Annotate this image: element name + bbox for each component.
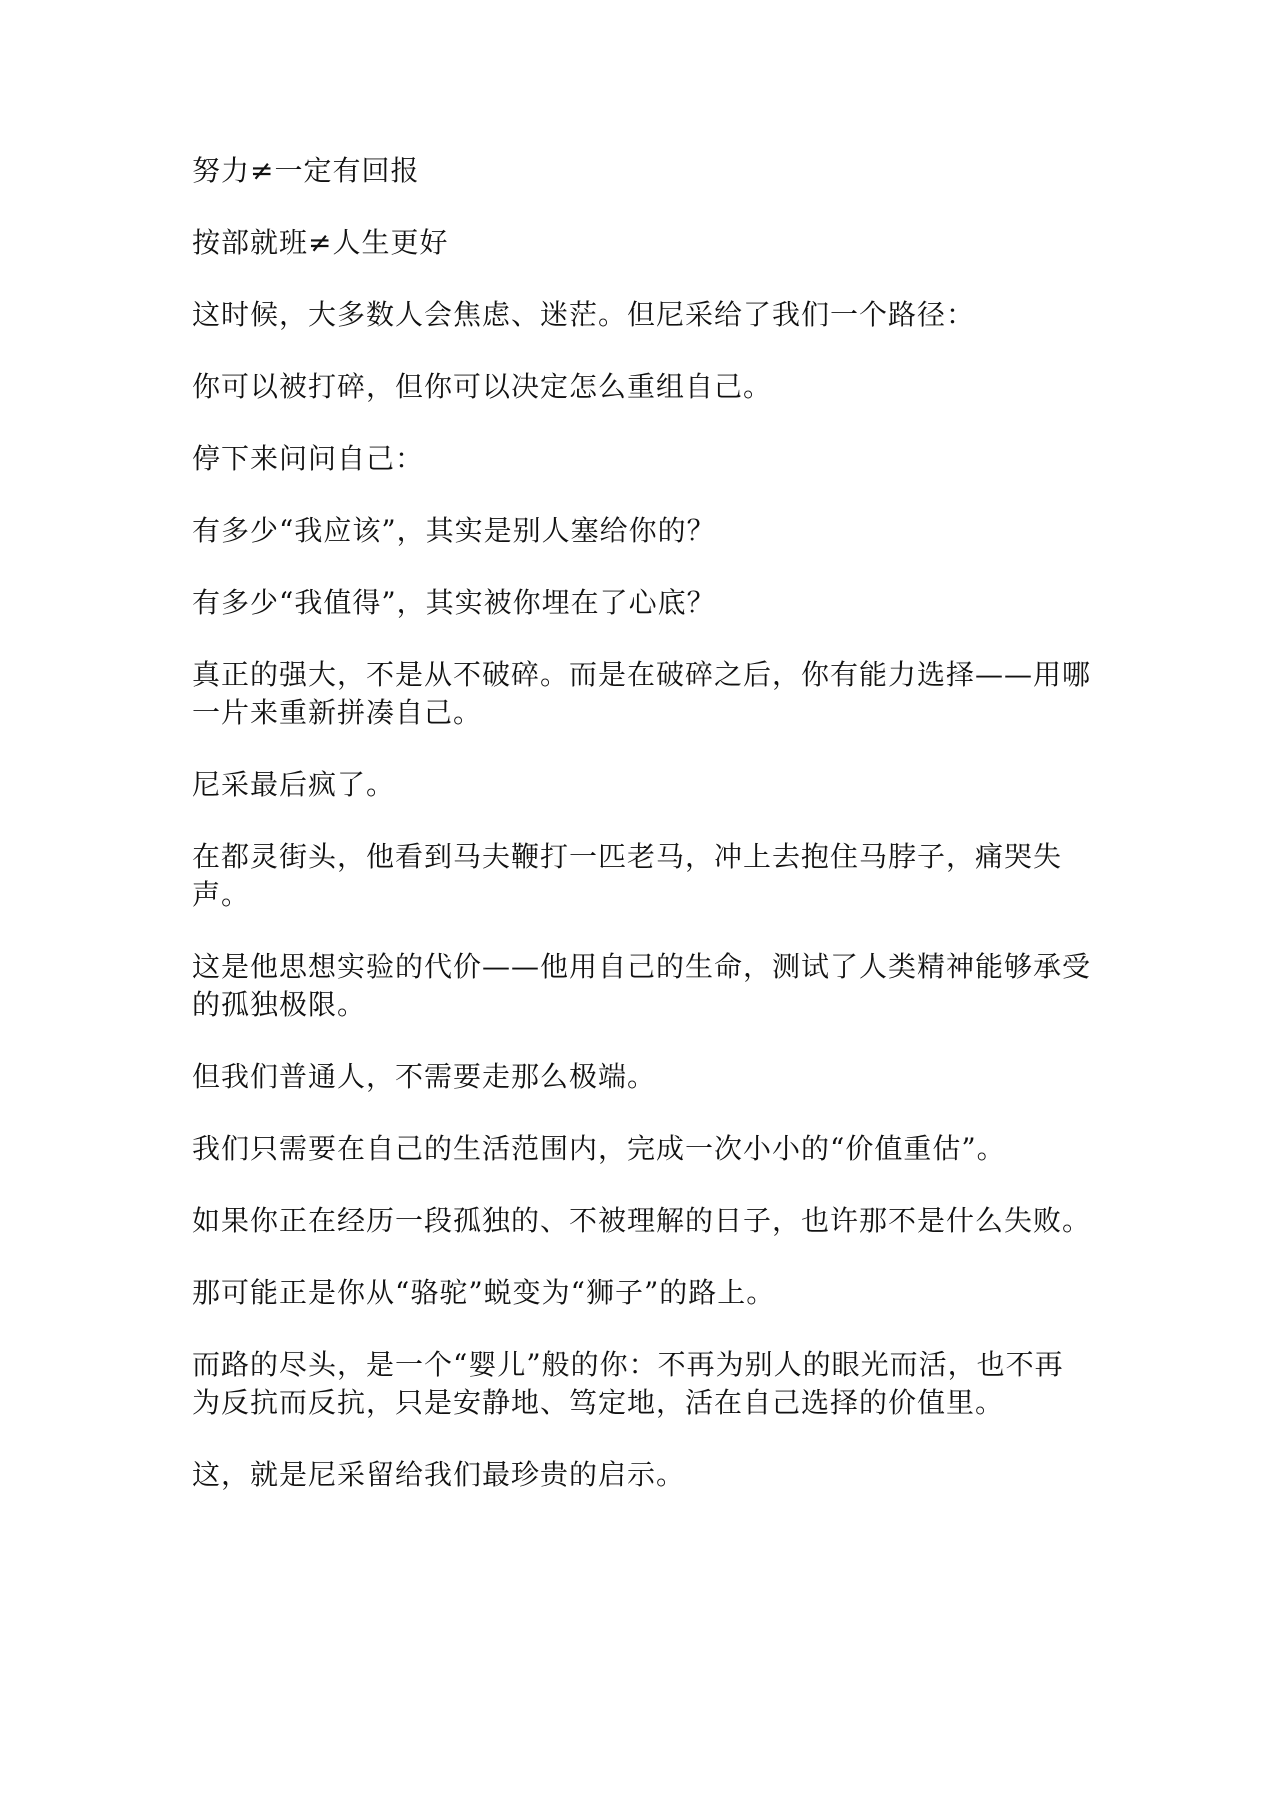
paragraph: 这是他思想实验的代价——他用自己的生命，测试了人类精神能够承受的孤独极限。 [192, 950, 1092, 1021]
paragraph: 在都灵街头，他看到马夫鞭打一匹老马，冲上去抱住马脖子，痛哭失声。 [192, 840, 1063, 911]
paragraph: 这，就是尼采留给我们最珍贵的启示。 [192, 1458, 686, 1491]
document-page [192, 152, 1092, 1528]
paragraph: 真正的强大，不是从不破碎。而是在破碎之后，你有能力选择——用哪一片来重新拼凑自己。 [192, 658, 1092, 729]
paragraph: 这时候，大多数人会焦虑、迷茫。但尼采给了我们一个路径： [192, 298, 976, 331]
paragraph: 你可以被打碎，但你可以决定怎么重组自己。 [192, 370, 773, 403]
paragraph: 那可能正是你从“骆驼”蜕变为“狮子”的路上。 [192, 1276, 776, 1309]
paragraph: 努力≠一定有回报 [192, 154, 420, 187]
paragraph: 如果你正在经历一段孤独的、不被理解的日子，也许那不是什么失败。 [192, 1204, 1092, 1237]
paragraph: 但我们普通人，不需要走那么极端。 [192, 1060, 657, 1093]
paragraph: 尼采最后疯了。 [192, 768, 396, 801]
paragraph: 停下来问问自己： [192, 442, 425, 475]
paragraph: 有多少“我值得”，其实被你埋在了心底？ [192, 586, 716, 619]
paragraph: 有多少“我应该”，其实是别人塞给你的？ [192, 514, 716, 547]
paragraph: 按部就班≠人生更好 [192, 226, 449, 259]
paragraph: 而路的尽头，是一个“婴儿”般的你：不再为别人的眼光而活，也不再为反抗而反抗，只是安静地、笃定地，活在自己选择的价值里。 [192, 1348, 1064, 1419]
paragraph: 我们只需要在自己的生活范围内，完成一次小小的“价值重估”。 [192, 1132, 1006, 1165]
